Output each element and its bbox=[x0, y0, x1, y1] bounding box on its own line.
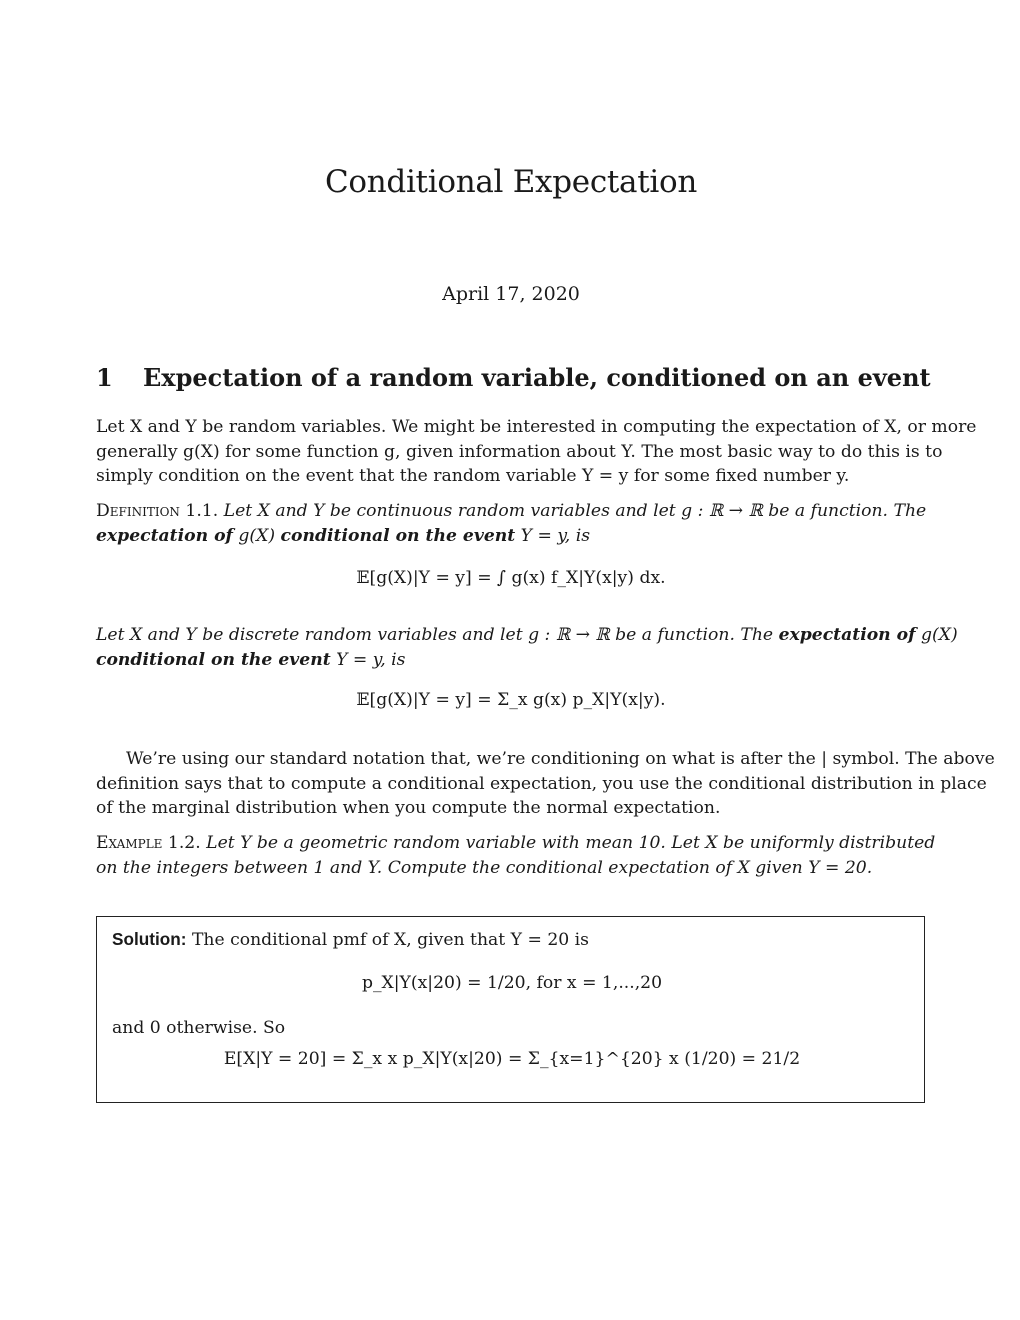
example-label: Example 1.2. bbox=[96, 833, 201, 853]
solution-box bbox=[96, 916, 925, 1103]
example-block: Example 1.2. Let Y be a geometric random variable with mean 10. Let X be uniformly distributed on the integers between 1 and Y. Compute the conditional expectation of X given Y = 20. bbox=[96, 833, 936, 878]
definition-label: Definition 1.1. bbox=[96, 501, 219, 521]
solution-label: Solution: bbox=[112, 929, 187, 949]
intro-line: simply condition on the event that the random variable Y = y for some fixed number y. bbox=[96, 466, 850, 486]
definition-discrete: Let X and Y be discrete random variables and let g : ℝ → ℝ be a function. The expectation of g(X) conditional on the event Y = y, is bbox=[96, 625, 958, 670]
notation-paragraph: We’re using our standard notation that, we’re conditioning on what is after the | symbol. The above definition says that to compute a conditional expectation, you use the conditional distribution in place of the marginal distribution when you compute the normal expectation. bbox=[96, 749, 995, 818]
equation-pmf: p_X|Y(x|20) = 1/20, for x = 1,...,20 bbox=[361, 973, 663, 993]
section-heading bbox=[96, 363, 931, 392]
section-number: 1 bbox=[96, 363, 113, 392]
intro-line: Let X and Y be random variables. We might be interested in computing the expectation of X, or more bbox=[96, 417, 977, 437]
definition-term: expectation of bbox=[96, 525, 233, 546]
definition-term: conditional on the event bbox=[96, 649, 331, 670]
intro-line: generally g(X) for some function g, given information about Y. The most basic way to do this is to bbox=[96, 441, 943, 462]
document-date: April 17, 2020 bbox=[442, 283, 580, 305]
equation-result: E[X|Y = 20] = Σ_x x p_X|Y(x|20) = Σ_{x=1}^{20} x (1/20) = 21/2 bbox=[223, 1049, 801, 1069]
section-title: Expectation of a random variable, conditioned on an event bbox=[143, 363, 931, 392]
definition-term: expectation of bbox=[778, 625, 916, 645]
solution-intro: Solution: The conditional pmf of X, given that Y = 20 is bbox=[112, 929, 589, 950]
definition-line: Let X and Y be continuous random variables and let g : ℝ → ℝ be a function. The bbox=[223, 501, 927, 521]
equation-discrete: 𝔼[g(X)|Y = y] = Σ_x g(x) p_X|Y(x|y). bbox=[356, 690, 666, 710]
definition-block: Definition 1.1. Let X and Y be continuous random variables and let g : ℝ → ℝ be a function. The expectation of g(X) conditional on the event Y = y, is bbox=[96, 501, 927, 546]
solution-continuation: and 0 otherwise. So bbox=[112, 1018, 286, 1038]
equation-continuous: 𝔼[g(X)|Y = y] = ∫ g(x) f_X|Y(x|y) dx. bbox=[356, 568, 666, 588]
definition-term: conditional on the event bbox=[280, 525, 516, 546]
page-title: Conditional Expectation bbox=[324, 164, 698, 200]
intro-paragraph bbox=[96, 415, 977, 489]
